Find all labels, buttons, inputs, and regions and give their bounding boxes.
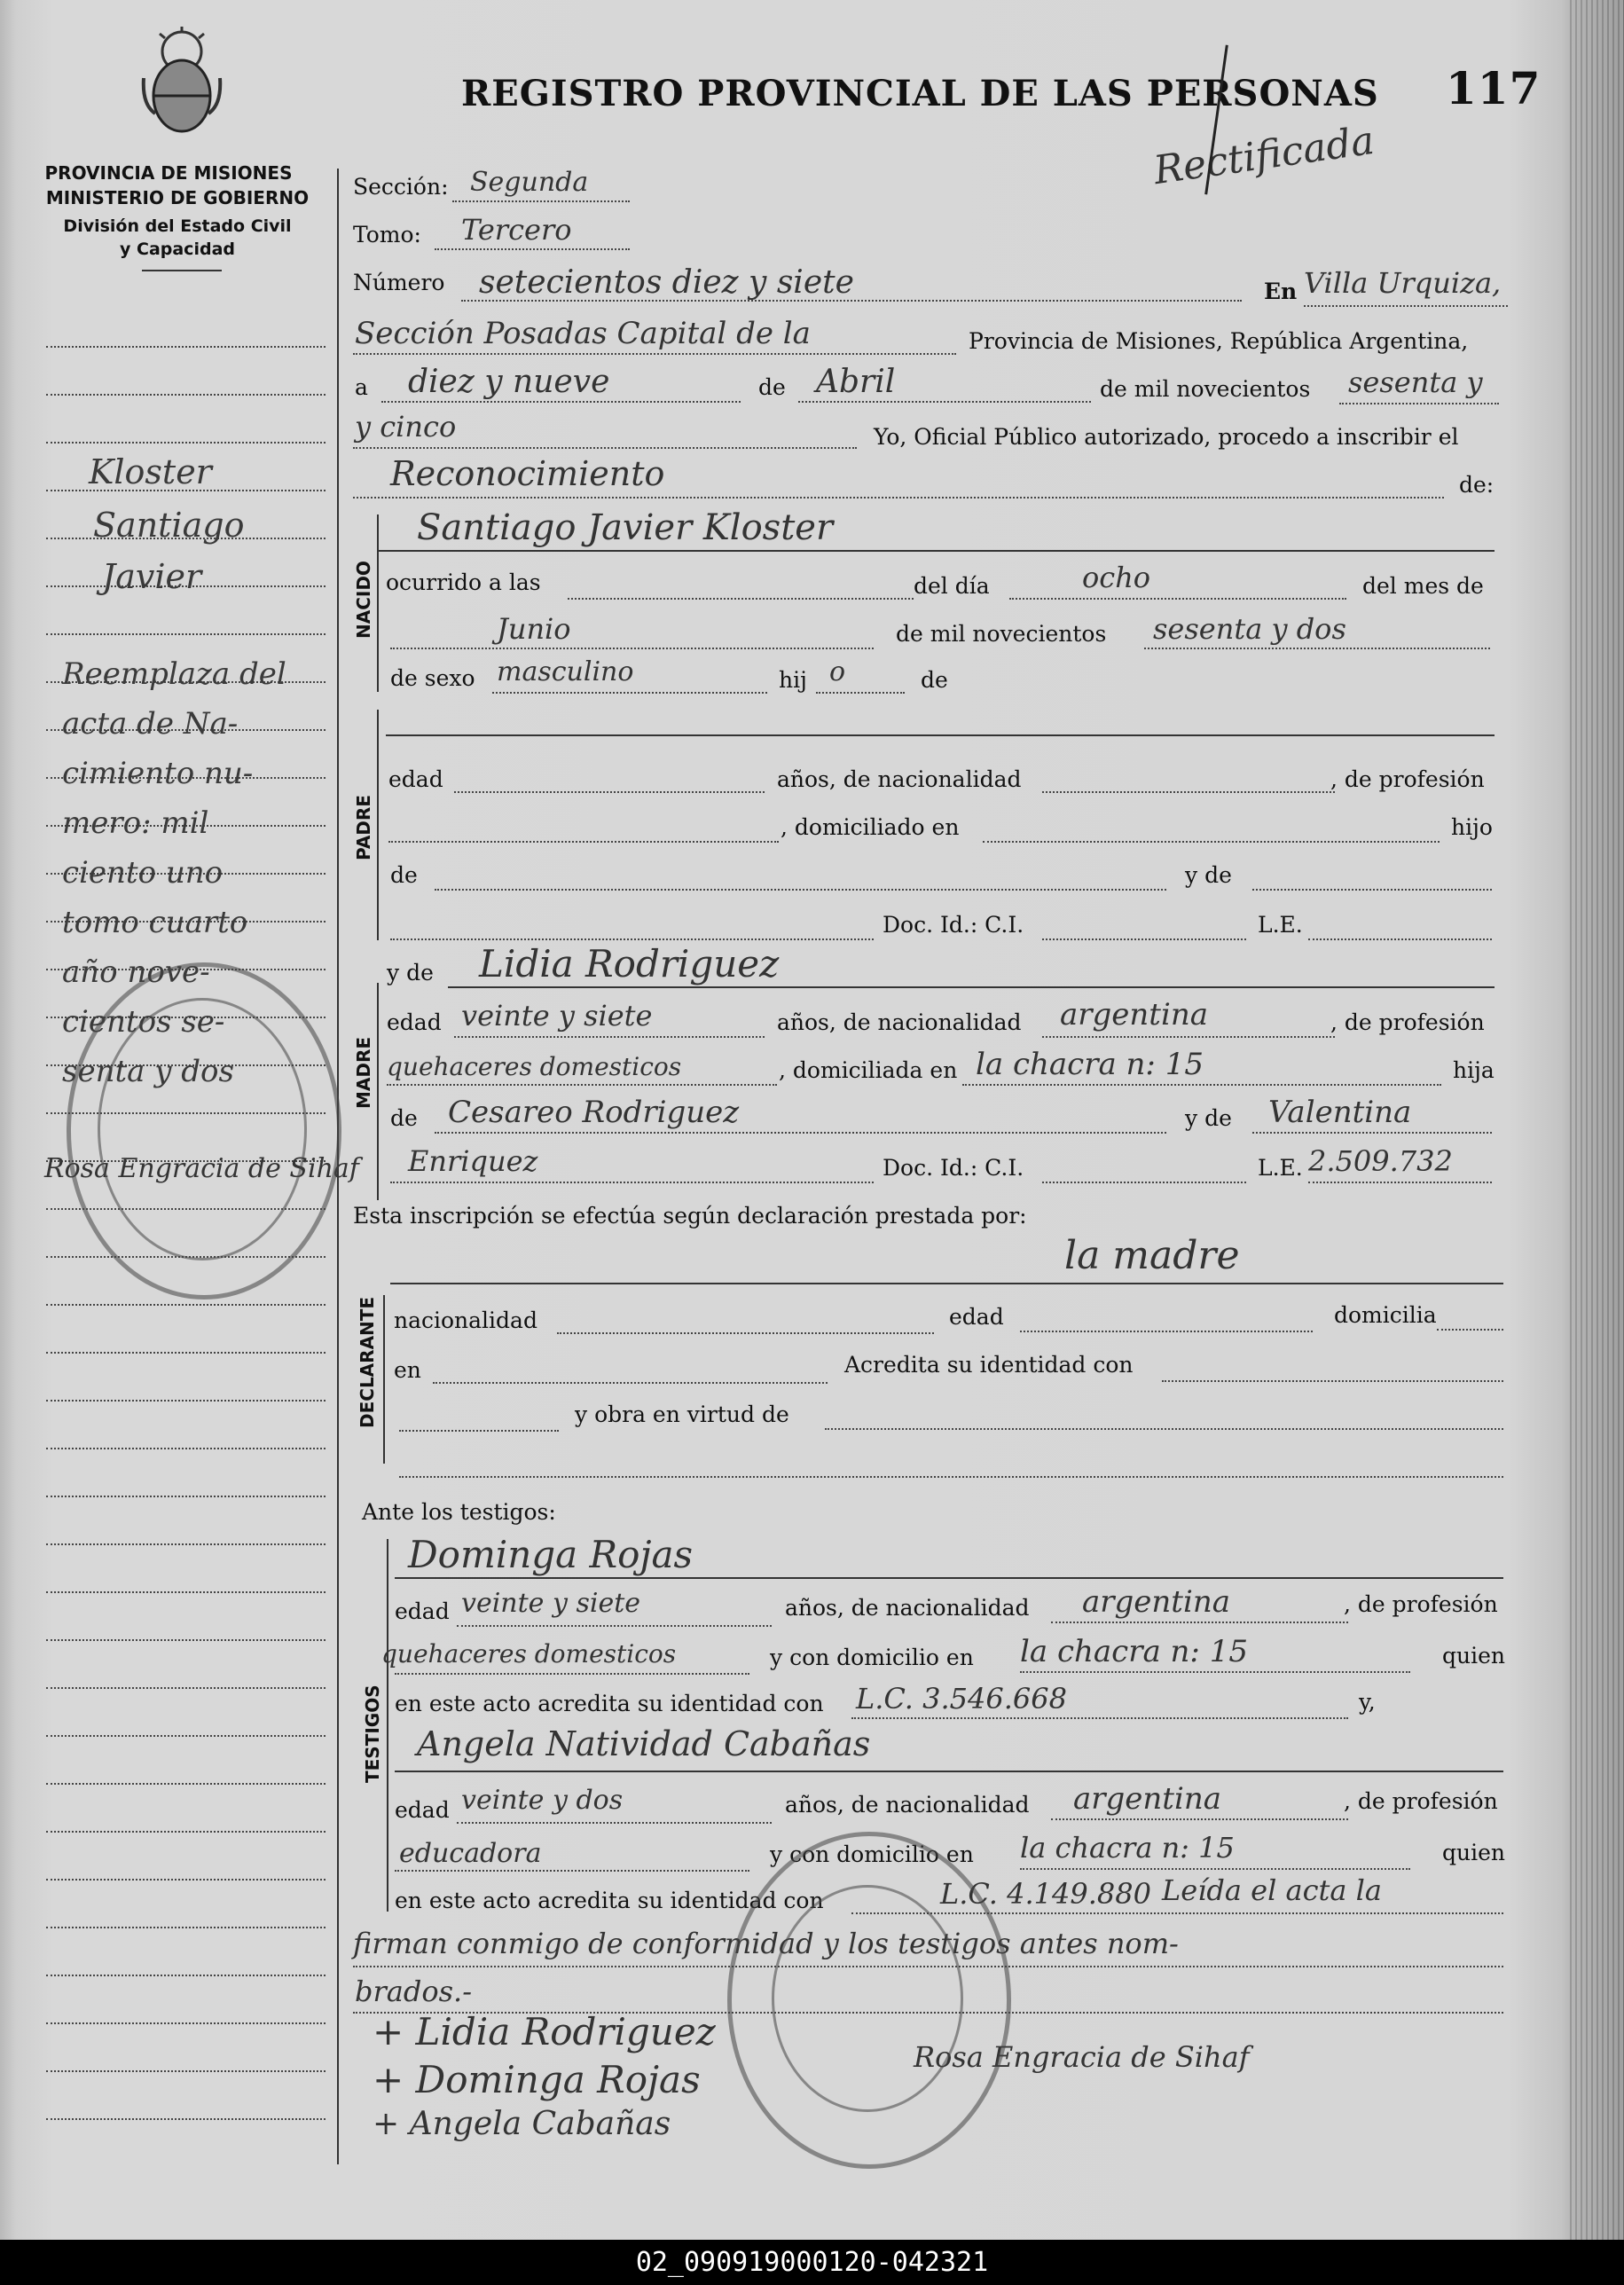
t1-prof-line — [395, 1673, 749, 1675]
margin-note-line: tomo cuarto — [62, 905, 248, 940]
margin-seal-inner — [98, 998, 307, 1260]
padre-le-label: L.E. — [1258, 912, 1303, 938]
madre-de-label: de — [390, 1105, 418, 1131]
declarante-acredita-label: Acredita su identidad con — [844, 1352, 1134, 1378]
hij-label: hij — [779, 667, 807, 693]
mes-line — [390, 648, 874, 649]
declarante-domicilia-line — [1437, 1329, 1503, 1331]
madre-domiciliada-label: , domiciliada en — [779, 1057, 958, 1083]
margin-rule — [46, 2118, 326, 2120]
declarante-en-line — [433, 1382, 828, 1384]
t2-prof-line — [395, 1870, 749, 1872]
padre-ci-line — [1042, 938, 1246, 940]
t2-dom-line — [1020, 1868, 1410, 1870]
margin-rule — [46, 1352, 326, 1354]
madre-domicilio-line — [962, 1084, 1441, 1086]
t1-acredita-label: en este acto acredita su identidad con — [395, 1691, 824, 1716]
t2-edad-label: edad — [395, 1797, 450, 1823]
margin-rule — [46, 1687, 326, 1689]
day-value: diez y nueve — [408, 364, 610, 400]
t1-profesion-label: , de profesión — [1344, 1591, 1498, 1617]
declaracion-value: la madre — [1064, 1233, 1240, 1278]
signature-text: Angela Cabañas — [409, 2106, 671, 2142]
en-label: En — [1264, 279, 1298, 304]
t2-acredita-label: en este acto acredita su identidad con — [395, 1888, 824, 1913]
declaracion-line — [390, 1283, 1503, 1284]
document-title: REGISTRO PROVINCIAL DE LAS PERSONAS — [461, 73, 1379, 114]
margin-note-line: acta de Na- — [62, 706, 239, 742]
oficial-text: Yo, Oficial Público autorizado, procedo a inscribir el — [874, 424, 1459, 450]
nacido-side-label: NACIDO — [353, 561, 374, 639]
folio-number: 117 — [1446, 62, 1542, 114]
t2-profesion-label: , de profesión — [1344, 1788, 1498, 1814]
del-mes-label: del mes de — [1362, 573, 1484, 599]
margin-note-line: Reemplaza del — [62, 656, 286, 692]
padre-bracket — [377, 710, 379, 940]
t1-nac-value: argentina — [1082, 1584, 1231, 1620]
padre-domiciliado-label: , domiciliado en — [781, 814, 960, 840]
closing-line-1: Leída el acta la — [1162, 1873, 1382, 1907]
madre-edad-line — [454, 1036, 765, 1038]
padre-edad-line — [454, 791, 765, 793]
sexo-value: masculino — [497, 656, 634, 687]
margin-note-line: Santiago — [93, 506, 245, 545]
dia-line — [1009, 598, 1346, 600]
declarante-bracket — [383, 1295, 385, 1464]
seccion-label: Sección: — [353, 174, 449, 200]
madre-domicilio-value: la chacra n: 15 — [976, 1047, 1204, 1082]
testigos-ante-label: Ante los testigos: — [362, 1499, 556, 1525]
padre-y-de-label: y de — [1185, 862, 1232, 888]
margin-note-line: año nove- — [62, 954, 210, 990]
t1-anos-label: años, de nacionalidad — [785, 1595, 1030, 1621]
padre-edad-label: edad — [388, 766, 443, 792]
de-label: de — [758, 374, 786, 400]
madre-edad-label: edad — [387, 1009, 442, 1035]
margin-note-line: Javier — [102, 557, 202, 596]
year-value: sesenta y — [1348, 365, 1483, 399]
margin-rule — [46, 394, 326, 396]
numero-value: setecientos diez y siete — [479, 264, 854, 301]
margin-rule — [46, 1543, 326, 1545]
t1-edad-value: veinte y siete — [461, 1588, 641, 1619]
padre-nac-line — [1042, 791, 1335, 793]
acto-value: Reconocimiento — [390, 454, 665, 493]
division-header-2: y Capacidad — [120, 239, 235, 259]
nacido-year-prefix: de mil novecientos — [896, 621, 1107, 647]
hij-line — [816, 692, 905, 694]
t1-edad-line — [457, 1625, 772, 1627]
year-value-2: y cinco — [355, 410, 457, 444]
margin-rule — [46, 442, 326, 444]
t2-name-line — [395, 1771, 1503, 1772]
declarante-side-label: DECLARANTE — [357, 1296, 378, 1428]
image-code-footer: 02_090919000120-042321 — [0, 2240, 1624, 2285]
t2-nac-value: argentina — [1073, 1781, 1222, 1817]
declarante-domicilia-label: domicilia — [1334, 1302, 1437, 1328]
padre-de-label: de — [390, 862, 418, 888]
t1-prof-value: quehaceres domesticos — [381, 1639, 677, 1669]
nacido-name-value: Santiago Javier Kloster — [417, 507, 834, 548]
madre-edad-value: veinte y siete — [461, 999, 653, 1033]
nacido-name-line — [377, 550, 1495, 552]
t2-domicilio-label: y con domicilio en — [770, 1841, 974, 1867]
t1-name-line — [395, 1577, 1503, 1579]
t2-edad-value: veinte y dos — [461, 1785, 624, 1816]
declaracion-label: Esta inscripción se efectúa según declaración prestada por: — [353, 1203, 1027, 1229]
madre-hija-label: hija — [1453, 1057, 1495, 1083]
padre-profesion-line — [388, 841, 779, 843]
official-signature: Rosa Engracia de Sihaf — [914, 2040, 1250, 2074]
margin-note-line: Kloster — [89, 452, 212, 491]
margin-note-line: senta y dos — [62, 1054, 234, 1089]
margin-rule — [46, 1591, 326, 1593]
madre-y-de-label: y de — [387, 960, 434, 985]
signature-line: + Lidia Rodriguez — [373, 2010, 716, 2053]
hij-value: o — [829, 656, 846, 687]
margin-note-line: ciento uno — [62, 855, 224, 891]
declarante-en-label: en — [394, 1357, 421, 1383]
t2-dom-value: la chacra n: 15 — [1020, 1831, 1235, 1865]
nacido-year-line — [1144, 648, 1490, 649]
madre-madre-value: Valentina — [1268, 1095, 1412, 1130]
declarante-pre-obra-line — [399, 1430, 559, 1432]
madre-profesion-label: , de profesión — [1330, 1009, 1485, 1035]
del-dia-label: del día — [914, 573, 990, 599]
madre-le-label: L.E. — [1258, 1155, 1303, 1181]
declarante-obra-label: y obra en virtud de — [575, 1402, 789, 1427]
padre-doc-label: Doc. Id.: C.I. — [883, 912, 1024, 938]
signature-line: + Angela Cabañas — [373, 2106, 671, 2142]
closing-line-2: firman conmigo de conformidad y los testigos antes nom- — [353, 1927, 1179, 1960]
tomo-line — [435, 248, 630, 250]
madre-nac-value: argentina — [1060, 997, 1209, 1033]
signature-text: Dominga Rojas — [415, 2058, 701, 2101]
ocurrido-label: ocurrido a las — [386, 569, 541, 595]
t2-edad-line — [457, 1822, 772, 1824]
madre-profesion-value: quehaceres domesticos — [387, 1052, 682, 1081]
madre-padre-value: Cesareo Rodriguez — [448, 1095, 740, 1130]
dia-value: ocho — [1082, 561, 1151, 594]
division-header-1: División del Estado Civil — [63, 216, 292, 236]
margin-signature: Rosa Engracia de Sihaf — [44, 1153, 359, 1184]
margin-rule — [46, 1975, 326, 1976]
year-line-2 — [353, 447, 857, 449]
padre-hijo-label: hijo — [1451, 814, 1493, 840]
madre-doc-line — [390, 1182, 874, 1183]
margin-rule — [46, 2070, 326, 2072]
t2-prof-value: educadora — [399, 1838, 542, 1869]
madre-nac-line — [1042, 1036, 1335, 1038]
madre-anos-label: años, de nacionalidad — [777, 1009, 1022, 1035]
margin-rule — [46, 1831, 326, 1833]
year-line — [1339, 403, 1499, 404]
margin-rule — [46, 1448, 326, 1449]
madre-name-value: Lidia Rodriguez — [479, 942, 780, 985]
t1-quien-label: quien — [1442, 1643, 1505, 1669]
numero-label: Número — [353, 270, 445, 295]
day-line — [381, 401, 741, 403]
t1-doc-value: L.C. 3.546.668 — [856, 1682, 1067, 1716]
declarante-nacionalidad-label: nacionalidad — [394, 1307, 537, 1333]
ministry-header: MINISTERIO DE GOBIERNO — [45, 187, 310, 208]
a-label: a — [355, 374, 368, 400]
t2-quien-label: quien — [1442, 1840, 1505, 1865]
margin-rule — [46, 1496, 326, 1497]
padre-side-label: PADRE — [353, 795, 374, 860]
padre-le-line — [1308, 938, 1492, 940]
madre-ci-line — [1042, 1182, 1246, 1183]
declarante-edad-label: edad — [949, 1304, 1004, 1330]
padre-padre-line — [435, 889, 1166, 891]
t1-nac-line — [1051, 1621, 1348, 1623]
tomo-label: Tomo: — [353, 222, 421, 247]
margin-note-line: mero: mil — [62, 805, 209, 841]
margin-rule — [46, 2022, 326, 2024]
de-colon: de: — [1459, 472, 1495, 498]
t2-nac-line — [1051, 1818, 1348, 1820]
t1-dom-value: la chacra n: 15 — [1020, 1634, 1248, 1669]
declarante-extra-line — [399, 1476, 1503, 1478]
sexo-label: de sexo — [390, 665, 475, 691]
t1-doc-line — [851, 1717, 1348, 1719]
mes-value: Junio — [497, 612, 571, 646]
padre-profesion-label: , de profesión — [1330, 766, 1485, 792]
margin-rule — [46, 633, 326, 635]
official-seal-inner — [772, 1885, 963, 2112]
margin-rule — [46, 1783, 326, 1785]
padre-madre-line — [1252, 889, 1492, 891]
padre-anos-label: años, de nacionalidad — [777, 766, 1022, 792]
declarante-acredita-line — [1162, 1380, 1503, 1382]
declarante-obra-line — [825, 1428, 1503, 1430]
madre-le-line — [1308, 1182, 1492, 1183]
year-prefix: de mil novecientos — [1100, 376, 1311, 402]
padre-doc-line — [390, 938, 874, 940]
sexo-line — [492, 692, 767, 694]
t1-y-label: y, — [1359, 1689, 1376, 1715]
nacido-year-value: sesenta y dos — [1153, 612, 1346, 646]
madre-y-de2-label: y de — [1185, 1105, 1232, 1131]
margin-note-line: cimiento nu- — [62, 756, 254, 791]
province-header: PROVINCIA DE MISIONES — [44, 162, 293, 184]
tomo-value: Tercero — [461, 213, 572, 247]
madre-madre-value-2: Enriquez — [408, 1144, 538, 1178]
location-value: Sección Posadas Capital de la — [355, 316, 811, 351]
coat-of-arms-icon — [133, 25, 231, 140]
margin-rule — [46, 1735, 326, 1737]
closing-line-3: brados.- — [355, 1975, 473, 2008]
margin-rule — [46, 1879, 326, 1881]
page-edge — [1570, 0, 1623, 2240]
padre-name-line — [386, 734, 1495, 736]
margin-rule — [46, 1400, 326, 1402]
t1-edad-label: edad — [395, 1598, 450, 1624]
signature-line: + Dominga Rojas — [373, 2058, 701, 2101]
en-line — [1304, 305, 1508, 307]
margin-rule — [46, 346, 326, 348]
location-line — [353, 353, 956, 355]
madre-doc-label: Doc. Id.: C.I. — [883, 1155, 1024, 1181]
testigos-bracket — [387, 1539, 388, 1912]
seccion-value: Segunda — [470, 167, 589, 198]
padre-domicilio-line — [983, 841, 1440, 843]
t2-name-value: Angela Natividad Cabañas — [417, 1724, 871, 1763]
t1-dom-line — [1020, 1671, 1410, 1673]
madre-madre-line — [1252, 1132, 1492, 1134]
rectificada-annotation: Rectificada — [1150, 117, 1377, 194]
t2-doc-value: L.C. 4.149.880 — [940, 1877, 1151, 1911]
acto-line — [353, 497, 1444, 499]
nacido-bracket — [377, 514, 379, 692]
madre-profesion-line — [387, 1084, 777, 1086]
declarante-nac-line — [557, 1332, 934, 1334]
t1-name-value: Dominga Rojas — [408, 1533, 694, 1576]
ocurrido-line — [568, 598, 914, 600]
declarante-edad-line — [1020, 1331, 1313, 1332]
month-line — [798, 401, 1091, 403]
signature-text: Lidia Rodriguez — [415, 2010, 716, 2053]
madre-padre-line — [435, 1132, 1166, 1134]
madre-side-label: MADRE — [353, 1036, 374, 1109]
margin-note-line: cientos se- — [62, 1004, 225, 1040]
en-value: Villa Urquiza, — [1304, 266, 1502, 300]
t2-anos-label: años, de nacionalidad — [785, 1792, 1030, 1818]
madre-name-line — [448, 986, 1495, 988]
testigos-side-label: TESTIGOS — [362, 1684, 383, 1783]
nacido-de-label: de — [921, 667, 948, 693]
province-text: Provincia de Misiones, República Argentina, — [969, 328, 1469, 354]
madre-le-value: 2.509.732 — [1308, 1144, 1453, 1178]
margin-rule — [46, 1304, 326, 1306]
header-rule — [142, 270, 222, 271]
t1-domicilio-label: y con domicilio en — [770, 1645, 974, 1670]
margin-rule — [46, 1927, 326, 1928]
margin-rule — [46, 1639, 326, 1641]
month-value: Abril — [816, 364, 896, 400]
madre-bracket — [377, 983, 379, 1200]
seccion-line — [452, 200, 630, 202]
